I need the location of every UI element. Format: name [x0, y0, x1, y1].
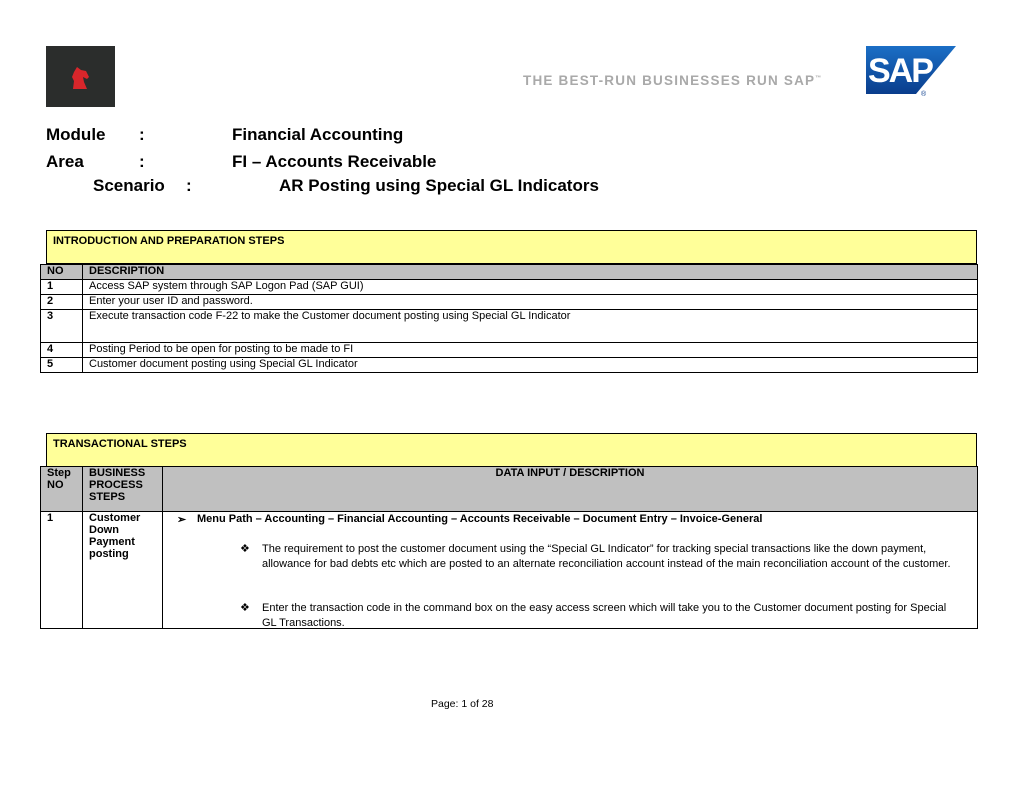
- process-step: Customer Down Payment posting: [83, 512, 163, 629]
- table-row: [41, 358, 978, 373]
- svg-text:®: ®: [921, 91, 927, 98]
- transactional-table-header: [41, 467, 978, 512]
- module-colon: :: [139, 125, 145, 144]
- tagline: THE BEST-RUN BUSINESSES RUN SAP™: [523, 73, 822, 88]
- scenario-value: AR Posting using Special GL Indicators: [279, 176, 599, 195]
- company-logo: [46, 46, 115, 107]
- sap-logo: [866, 46, 958, 98]
- horse-head-icon: [68, 65, 92, 91]
- table-row: [41, 280, 978, 295]
- area-colon: :: [139, 152, 145, 171]
- col-no-header: NO: [41, 265, 83, 280]
- table-row: [41, 310, 978, 343]
- data-input-description: [163, 512, 978, 629]
- intro-table-header: [41, 265, 978, 280]
- col-process-header: BUSINESS PROCESS STEPS: [83, 467, 163, 512]
- row-no: 3: [41, 310, 83, 343]
- transactional-table: [40, 466, 978, 629]
- area-value: FI – Accounts Receivable: [232, 152, 437, 171]
- col-data-header: DATA INPUT / DESCRIPTION: [163, 467, 978, 512]
- row-no: 5: [41, 358, 83, 373]
- transactional-section-title-box: [46, 433, 977, 467]
- arrow-bullet-icon: ➢: [177, 514, 187, 526]
- row-no: 1: [41, 280, 83, 295]
- row-no: 4: [41, 343, 83, 358]
- table-row: [41, 295, 978, 310]
- row-description: Posting Period to be open for posting to be made to FI: [83, 343, 978, 358]
- module-label: Module: [46, 125, 106, 144]
- diamond-bullet-icon: ❖: [240, 602, 250, 614]
- bullet-item: ❖ The requirement to post the customer document using the “Special GL Indicator” for tracking special transactions like the down payment, allowance for bad debts etc which are posted to an alternate reconciliation account instead of the main reconciliation account of the customer.: [240, 543, 951, 570]
- intro-section-title-box: [46, 230, 977, 264]
- bullet-item: ❖ Enter the transaction code in the command box on the easy access screen which will take you to the Customer document posting for Special GL Transactions.: [240, 602, 947, 629]
- module-value: Financial Accounting: [232, 125, 404, 144]
- svg-text:SAP: SAP: [868, 52, 932, 90]
- row-description: Execute transaction code F-22 to make the Customer document posting using Special GL Indicator: [83, 310, 978, 343]
- intro-table: [40, 264, 978, 373]
- row-description: Customer document posting using Special GL Indicator: [83, 358, 978, 373]
- diamond-bullet-icon: ❖: [240, 543, 250, 555]
- table-row: [41, 343, 978, 358]
- page-number: Page: 1 of 28: [431, 698, 494, 710]
- row-description: Access SAP system through SAP Logon Pad (SAP GUI): [83, 280, 978, 295]
- transactional-section-title: TRANSACTIONAL STEPS: [53, 438, 187, 450]
- step-no: 1: [41, 512, 83, 629]
- col-description-header: DESCRIPTION: [83, 265, 978, 280]
- scenario-label: Scenario: [93, 176, 165, 195]
- scenario-colon: :: [186, 176, 192, 195]
- row-no: 2: [41, 295, 83, 310]
- intro-section-title: INTRODUCTION AND PREPARATION STEPS: [53, 235, 285, 247]
- menu-path: ➢ Menu Path – Accounting – Financial Accounting – Accounts Receivable – Document Entry – Invoice-General: [177, 513, 763, 526]
- area-label: Area: [46, 152, 84, 171]
- row-description: Enter your user ID and password.: [83, 295, 978, 310]
- col-step-header: Step NO: [41, 467, 83, 512]
- table-row: [41, 512, 978, 629]
